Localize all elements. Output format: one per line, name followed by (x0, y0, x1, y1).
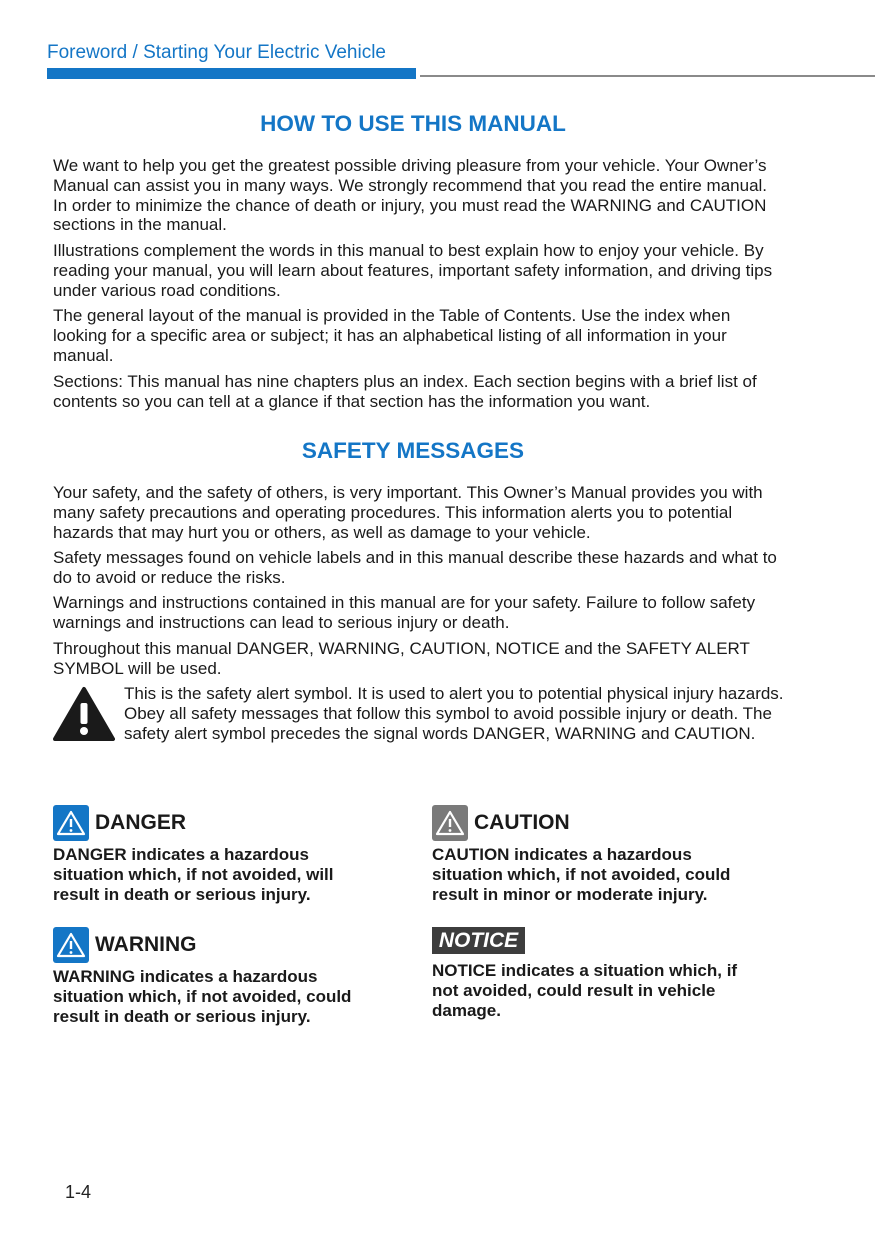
paragraph: The general layout of the manual is provided in the Table of Contents. Use the index when looking for a specific area or subject; it has an alphabetical listing of all information in your manual. (53, 306, 731, 365)
warning-description: WARNING indicates a hazardous situation which, if not avoided, could result in death or serious injury. (53, 967, 352, 1026)
paragraph: Your safety, and the safety of others, is very important. This Owner’s Manual provides you with many safety precautions and operating procedures. This information alerts you to potential hazards that may hurt you or others, as well as damage to your vehicle. (53, 483, 763, 542)
warning-alert-icon (53, 927, 89, 963)
notice-label: NOTICE (432, 927, 525, 954)
paragraph: We want to help you get the greatest possible driving pleasure from your vehicle. Your Owner’s Manual can assist you in many ways. We strongly recommend that you read the entire manual. In order to minimize the chance of death or injury, you must read the WARNING and CAUTION sections in the manual. (53, 156, 768, 235)
warning-label: WARNING (95, 933, 197, 956)
caution-label: CAUTION (474, 811, 570, 834)
paragraph: Sections: This manual has nine chapters plus an index. Each section begins with a brief list of contents so you can tell at a glance if that section has the information you want. (53, 372, 757, 411)
header-accent-bar (47, 68, 416, 79)
paragraph: Warnings and instructions contained in this manual are for your safety. Failure to follow safety warnings and instructions can lead to serious injury or death. (53, 593, 756, 632)
caution-heading (432, 805, 570, 841)
paragraph: Safety messages found on vehicle labels and in this manual describe these hazards and what to do to avoid or reduce the risks. (53, 548, 777, 587)
header-rule (420, 75, 875, 77)
safety-alert-description: This is the safety alert symbol. It is used to alert you to potential physical injury hazards. Obey all safety messages that follow this symbol to avoid possible injury or death. The safety alert symbol precedes the signal words DANGER, WARNING and CAUTION. (124, 684, 784, 743)
danger-description: DANGER indicates a hazardous situation which, if not avoided, will result in death or serious injury. (53, 845, 334, 904)
section-title-safety-messages: SAFETY MESSAGES (301, 438, 525, 463)
paragraph: Illustrations complement the words in this manual to best explain how to enjoy your vehicle. By reading your manual, you will learn about features, important safety information, and driving tips under various road conditions. (53, 241, 773, 300)
paragraph: Throughout this manual DANGER, WARNING, CAUTION, NOTICE and the SAFETY ALERT SYMBOL will be used. (53, 639, 750, 678)
danger-heading (53, 805, 186, 841)
warning-heading (53, 927, 197, 963)
caution-description: CAUTION indicates a hazardous situation which, if not avoided, could result in minor or moderate injury. (432, 845, 731, 904)
danger-alert-icon (53, 805, 89, 841)
danger-label: DANGER (95, 811, 187, 834)
safety-alert-icon (53, 686, 115, 742)
notice-description: NOTICE indicates a situation which, if not avoided, could result in vehicle damage. (432, 961, 738, 1020)
section-title-how-to-use: HOW TO USE THIS MANUAL (260, 111, 566, 136)
caution-alert-icon (432, 805, 468, 841)
page-number: 1-4 (65, 1182, 92, 1202)
page-header-title: Foreword / Starting Your Electric Vehicle (47, 42, 387, 63)
